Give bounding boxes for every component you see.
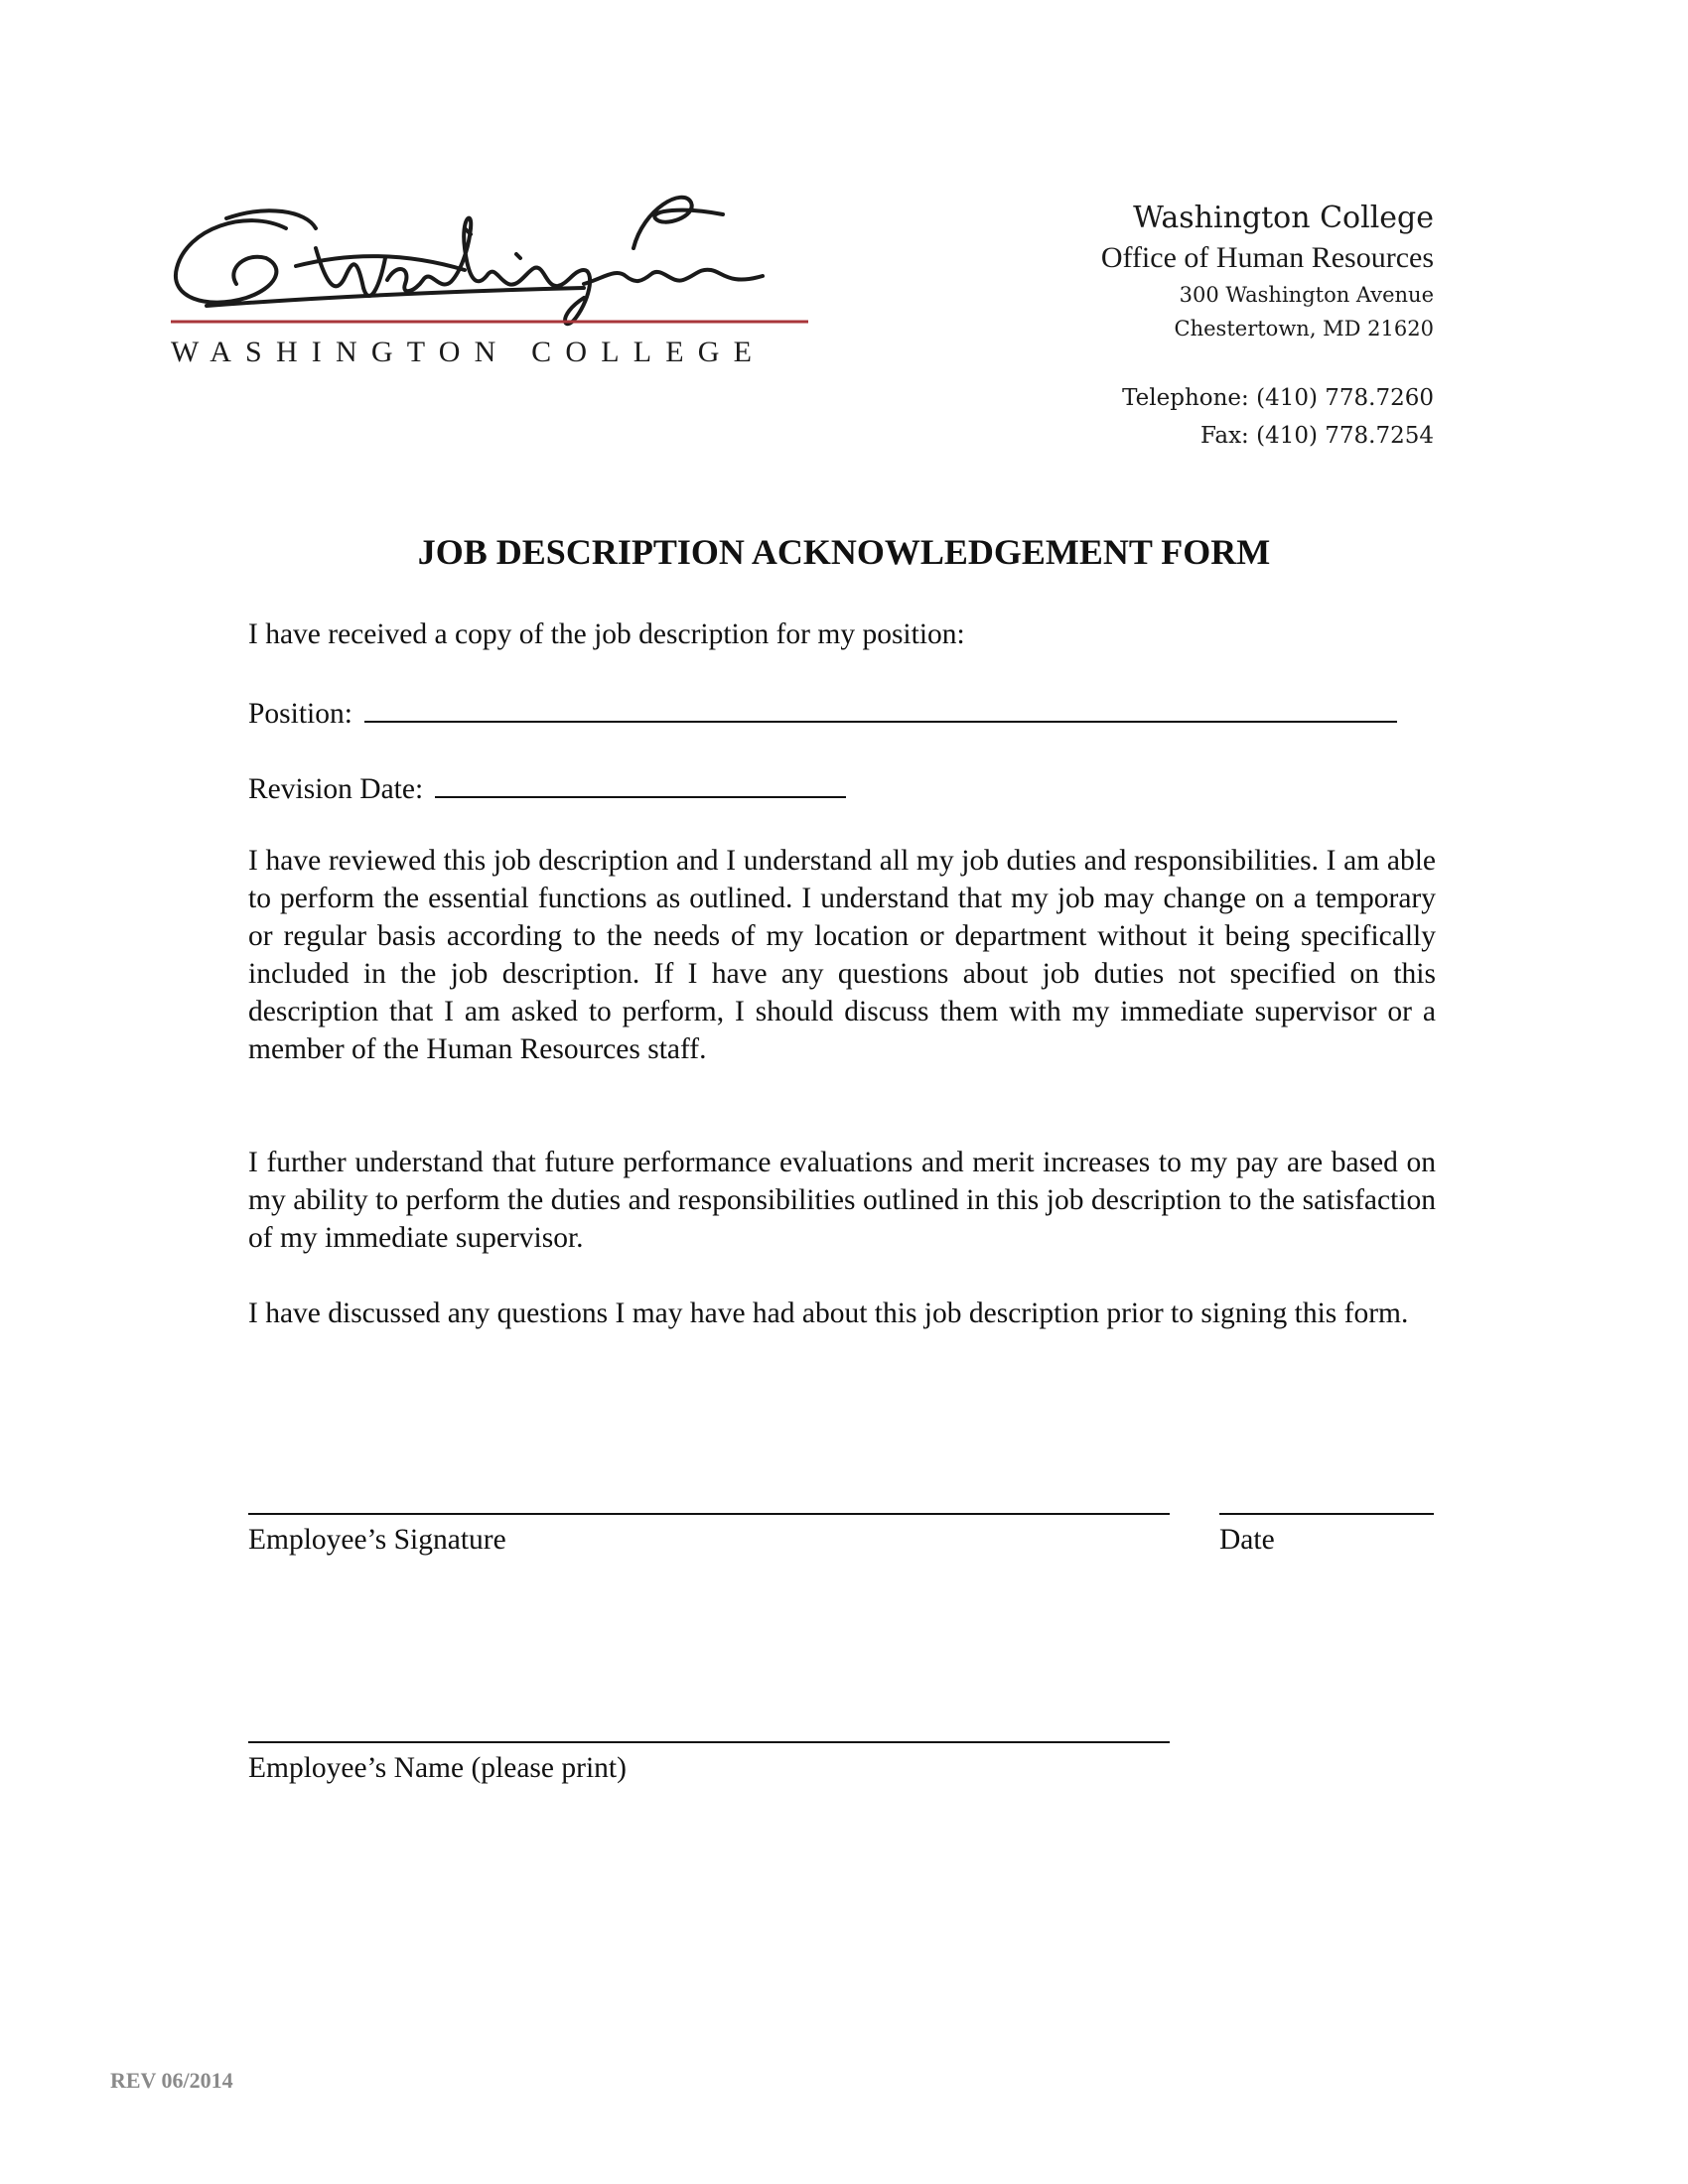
fax: Fax: (410) 778.7254 — [1199, 423, 1434, 449]
street-address: 300 Washington Avenue — [1179, 283, 1434, 307]
organization-name: Washington College — [1133, 201, 1434, 235]
position-input[interactable] — [364, 691, 1397, 723]
washington-college-logo — [167, 189, 812, 387]
department-name: Office of Human Resources — [1100, 241, 1434, 274]
paragraph-questions: I have discussed any questions I may have had about this job description prior to signing this form. — [248, 1297, 1409, 1329]
employee-signature-line[interactable] — [248, 1513, 1170, 1515]
revision-date-label: Revision Date: — [248, 773, 424, 805]
revision-date-input[interactable] — [435, 766, 846, 798]
signature-script-graphic — [167, 189, 812, 338]
revision-stamp: REV 06/2014 — [110, 2068, 233, 2093]
employee-signature-label: Employee’s Signature — [248, 1524, 506, 1556]
telephone: Telephone: (410) 778.7260 — [1122, 385, 1434, 411]
date-line[interactable] — [1219, 1513, 1434, 1515]
logo-wordmark: WASHINGTON COLLEGE — [171, 336, 767, 368]
position-label: Position: — [248, 698, 352, 730]
form-title: JOB DESCRIPTION ACKNOWLEDGEMENT FORM — [417, 532, 1271, 572]
date-label: Date — [1219, 1524, 1275, 1556]
revision-date-row — [248, 766, 1436, 808]
position-row — [248, 691, 1436, 733]
employee-name-label: Employee’s Name (please print) — [248, 1752, 627, 1784]
paragraph-evaluations: I further understand that future performance evaluations and merit increases to my pay are based on my ability to perform the duties and responsibilities outlined in this job description to the satisfaction of my immediate supervisor. — [248, 1147, 1436, 1254]
employee-name-line[interactable] — [248, 1741, 1170, 1743]
paragraph-understanding: I have reviewed this job description and I understand all my job duties and responsibilities. I am able to perform the essential functions as outlined. I understand that my job may change on a temporary or regular basis according to the needs of my location or department without it being specifically included in the job description. If I have any questions about job duties not specified on this description that I am asked to perform, I should discuss them with my immediate supervisor or a member of the Human Resources staff. — [248, 845, 1436, 1065]
address-block — [1101, 199, 1434, 455]
city-state-zip: Chestertown, MD 21620 — [1174, 317, 1434, 341]
intro-text: I have received a copy of the job description for my position: — [248, 618, 965, 650]
